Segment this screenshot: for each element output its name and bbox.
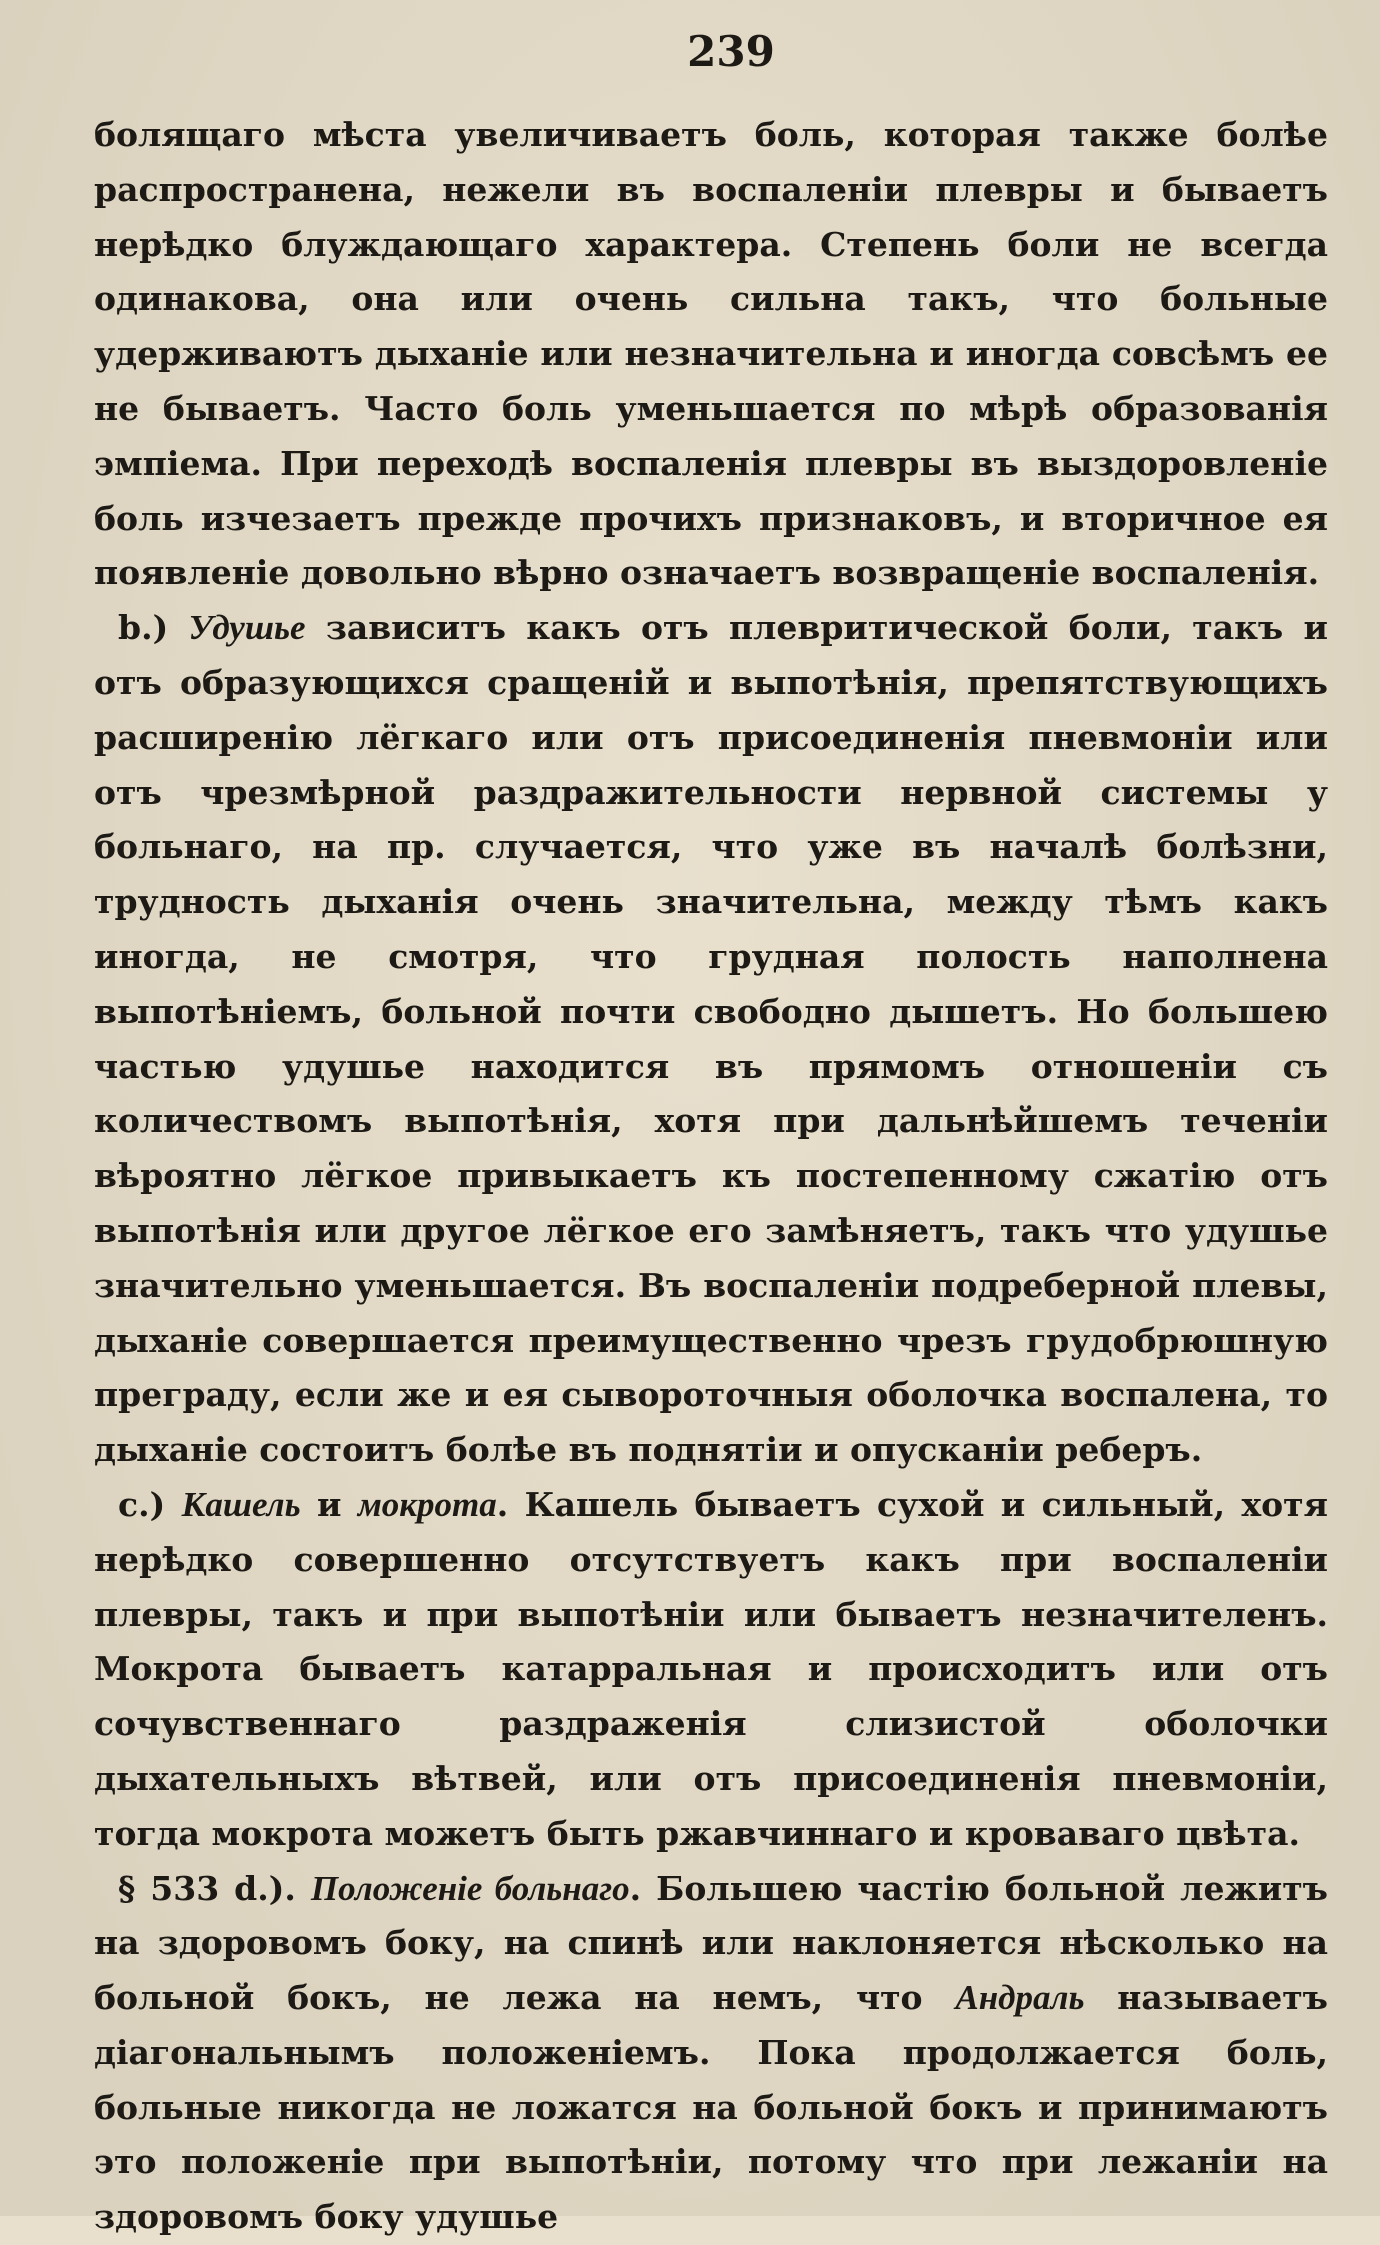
conjunction: и: [301, 1485, 358, 1524]
paragraph-text: . Кашель бываетъ сухой и сильный, хотя нерѣдко совершенно отсутствуетъ какъ при воспаленіи плевры, такъ и при выпотѣніи или бываетъ незначителенъ. Мокрота бываетъ катарральная и происходитъ или отъ сочувственнаго раздраженія слизистой оболочки дыхательныхъ вѣтвей, или отъ присоединенія пневмоніи, тогда мокрота можетъ быть ржавчиннаго и кроваваго цвѣта.: [94, 1485, 1328, 1853]
term-cough: Кашель: [182, 1485, 301, 1524]
term-patient-position: Положеніе больнаго: [311, 1869, 630, 1908]
page-number: 239: [134, 26, 1328, 78]
section-label: § 533 d.).: [118, 1869, 296, 1908]
paragraph-dyspnea: [94, 601, 1328, 1478]
paragraph-text-continued: называетъ діагональнымъ положеніемъ. Пока продолжается боль, больные никогда не ложатся на больной бокъ и принимаютъ это положеніе при выпотѣніи, потому что при лежаніи на здоровомъ боку удушье: [94, 1978, 1328, 2236]
paragraph-position: [94, 1862, 1328, 2245]
paragraph-text: зависитъ какъ отъ плевритической боли, такъ и отъ образующихся сращеній и выпотѣнія, препятствующихъ расширенію лёгкаго или отъ присоединенія пневмоніи или отъ чрезмѣрной раздражительности нервной системы у больнаго, на пр. случается, что уже въ началѣ болѣзни, трудность дыханія очень значительна, между тѣмъ какъ иногда, не смотря, что грудная полость наполнена выпотѣніемъ, больной почти свободно дышетъ. Но большею частью удушье находится въ прямомъ отношеніи съ количествомъ выпотѣнія, хотя при дальнѣйшемъ теченіи вѣроятно лёгкое привыкаетъ къ постепенному сжатію отъ выпотѣнія или другое лёгкое его замѣняетъ, такъ что удушье значительно уменьшается. Въ воспаленіи подреберной плевы, дыханіе совершается преимущественно чрезъ грудобрюшную преграду, если же и ея сывороточныя оболочка воспалена, то дыханіе состоитъ болѣе въ поднятіи и опусканіи реберъ.: [94, 608, 1328, 1469]
paragraph-cough: [94, 1478, 1328, 1862]
term-sputum: мокрота: [358, 1485, 497, 1524]
paragraph-label: c.): [118, 1485, 165, 1524]
term-dyspnea: Удушье: [189, 608, 306, 647]
paragraph-label: b.): [118, 608, 168, 647]
term-andral: Андраль: [955, 1978, 1084, 2017]
paragraph-text: . Большею частію больной лежитъ на здоровомъ боку, на спинѣ или наклоняется нѣсколько на больной бокъ, не лежа на немъ, что: [94, 1869, 1328, 2018]
paragraph-pain-continued: болящаго мѣста увеличиваетъ боль, которая также болѣе распространена, нежели въ воспаленіи плевры и бываетъ нерѣдко блуждающаго характера. Степень боли не всегда одинакова, она или очень сильна такъ, что больные удерживаютъ дыханіе или незначительна и иногда совсѣмъ ее не бываетъ. Часто боль уменьшается по мѣрѣ образованія эмпіема. При переходѣ воспаленія плевры въ выздоровленіе боль изчезаетъ прежде прочихъ признаковъ, и вторичное ея появленіе довольно вѣрно означаетъ возвращеніе воспаленія.: [94, 108, 1328, 601]
